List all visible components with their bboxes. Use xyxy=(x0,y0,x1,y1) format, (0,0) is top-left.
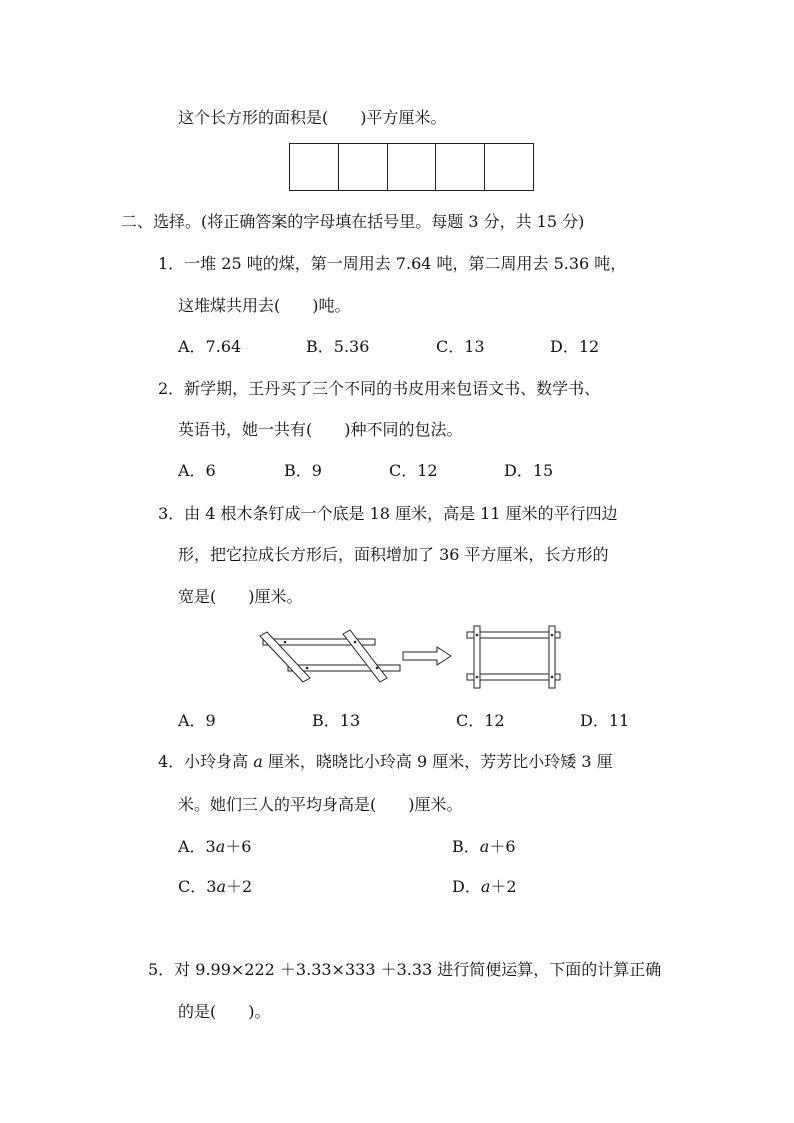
q5-stem-line1: 5．对 9.99×222 ＋3.33×333 ＋3.33 进行简便运算，下面的计算正确 xyxy=(148,960,662,979)
q4-option-a[interactable] xyxy=(178,837,251,857)
q3-option-a[interactable]: A．9 xyxy=(178,711,216,730)
grid-cell xyxy=(388,144,437,190)
q4-stem-line2: 米。她们三人的平均身高是( )厘米。 xyxy=(178,795,463,814)
q4-option-b[interactable] xyxy=(452,837,516,857)
q4-option-c[interactable] xyxy=(178,877,252,897)
q3-stem-line3: 宽是( )厘米。 xyxy=(178,587,303,606)
q1-stem-line2: 这堆煤共用去( )吨。 xyxy=(178,296,351,315)
q3-stem-line2: 形，把它拉成长方形后，面积增加了 36 平方厘米，长方形的 xyxy=(178,545,609,564)
variable-a: a xyxy=(253,752,263,771)
prev-question-text: 这个长方形的面积是( )平方厘米。 xyxy=(178,108,447,127)
variable-a: a xyxy=(480,877,491,896)
q4-opt-d-suffix: ＋2 xyxy=(490,877,517,896)
q2-option-d[interactable]: D．15 xyxy=(504,461,554,480)
rectangle-figure xyxy=(467,626,560,688)
grid-cell xyxy=(436,144,485,190)
arrow-right-icon xyxy=(403,647,451,665)
grid-cell xyxy=(485,144,533,190)
q4-opt-c-prefix: C．3 xyxy=(178,877,217,896)
section-heading: 二、选择。(将正确答案的字母填在括号里。每题 3 分，共 15 分) xyxy=(121,212,585,231)
q3-option-d[interactable]: D．11 xyxy=(580,711,630,730)
q2-option-b[interactable]: B．9 xyxy=(284,461,322,480)
q3-stem-line1: 3．由 4 根木条钉成一个底是 18 厘米，高是 11 厘米的平行四边 xyxy=(158,504,618,523)
q1-option-c[interactable]: C．13 xyxy=(436,337,485,356)
q1-option-a[interactable]: A．7.64 xyxy=(178,337,242,356)
q4-text-part2: 厘米，晓晓比小玲高 9 厘米，芳芳比小玲矮 3 厘 xyxy=(262,752,613,771)
q4-opt-d-prefix: D． xyxy=(452,877,481,896)
parallelogram-figure xyxy=(260,630,400,682)
q4-text-part1: 4．小玲身高 xyxy=(158,752,254,771)
q2-option-a[interactable]: A．6 xyxy=(178,461,216,480)
q2-option-c[interactable]: C．12 xyxy=(389,461,438,480)
q1-option-d[interactable]: D．12 xyxy=(550,337,600,356)
q4-opt-b-prefix: B． xyxy=(452,837,480,856)
q1-option-b[interactable]: B．5.36 xyxy=(306,337,370,356)
q4-opt-a-prefix: A．3 xyxy=(178,837,216,856)
q5-stem-line2: 的是( )。 xyxy=(178,1002,271,1021)
grid-cell xyxy=(290,144,339,190)
variable-a: a xyxy=(216,877,226,896)
variable-a: a xyxy=(479,837,490,856)
q4-opt-c-suffix: ＋2 xyxy=(225,877,253,896)
q4-opt-b-suffix: ＋6 xyxy=(489,837,516,856)
grid-cell xyxy=(339,144,388,190)
q2-stem-line2: 英语书，她一共有( )种不同的包法。 xyxy=(178,420,463,439)
q2-stem-line1: 2．新学期，王丹买了三个不同的书皮用来包语文书、数学书、 xyxy=(158,379,601,398)
q3-option-b[interactable]: B．13 xyxy=(312,711,361,730)
answer-grid xyxy=(289,143,534,191)
q3-option-c[interactable]: C．12 xyxy=(456,711,505,730)
variable-a: a xyxy=(215,837,226,856)
q4-opt-a-suffix: ＋6 xyxy=(225,837,252,856)
parallelogram-to-rectangle-figure xyxy=(255,622,575,692)
q4-stem-line1 xyxy=(158,752,613,772)
q4-option-d[interactable] xyxy=(452,877,517,897)
q1-stem-line1: 1．一堆 25 吨的煤，第一周用去 7.64 吨，第二周用去 5.36 吨， xyxy=(158,254,627,273)
